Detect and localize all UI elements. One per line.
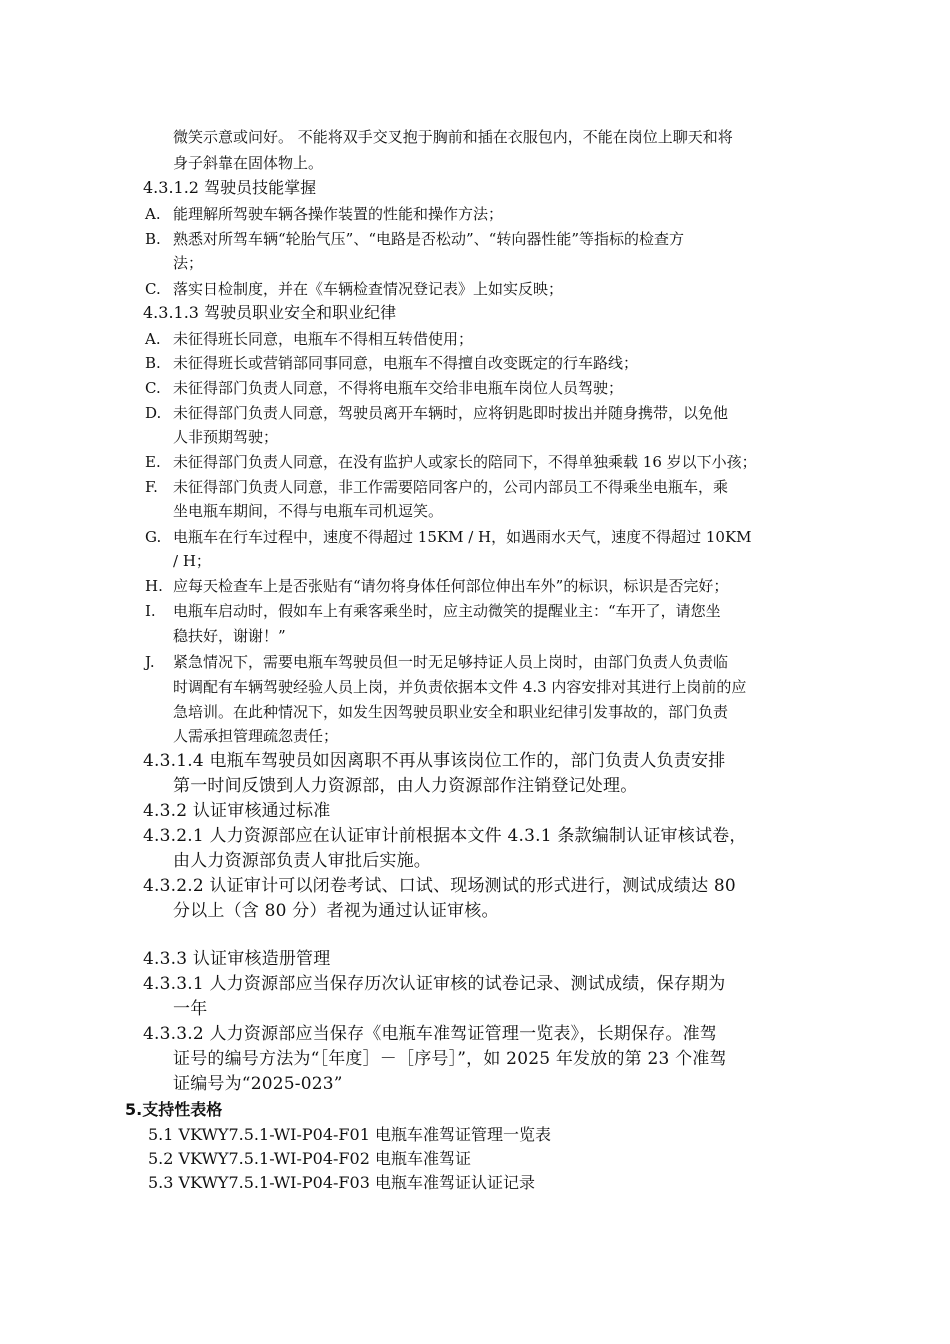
form-list-item: 5.1 VKWY7.5.1-WI-P04-F01 电瓶车准驾证管理一览表 (148, 1125, 551, 1144)
list-item-text: 熟悉对所驾车辆“轮胎气压”、“电路是否松动”、“转向器性能”等指标的检查方 (173, 230, 685, 248)
section-heading-433: 4.3.3 认证审核造册管理 (143, 949, 331, 969)
section-heading-5: 5.支持性表格 (125, 1100, 223, 1119)
form-list-item: 5.3 VKWY7.5.1-WI-P04-F03 电瓶车准驾证认证记录 (148, 1173, 535, 1192)
paragraph-4332-line-1: 4.3.3.2 人力资源部应当保存《电瓶车准驾证管理一览表》，长期保存。准驾 (143, 1024, 717, 1044)
list-item-text: 应每天检查车上是否张贴有“请勿将身体任何部位伸出车外”的标识，标识是否完好； (173, 577, 729, 595)
list-marker: I. (145, 602, 156, 620)
paragraph-4332-line-2: 证号的编号方法为“［年度］－［序号］”，如 2025 年发放的第 23 个准驾 (173, 1049, 727, 1069)
list-item-text: 未征得部门负责人同意，不得将电瓶车交给非电瓶车岗位人员驾驶； (173, 379, 624, 397)
list-item-text: 紧急情况下，需要电瓶车驾驶员但一时无足够持证人员上岗时，由部门负责人负责临 (173, 653, 729, 671)
paragraph-4322-line-1: 4.3.2.2 认证审计可以闭卷考试、口试、现场测试的形式进行，测试成绩达 80 (143, 876, 736, 896)
list-item-text: 人需承担管理疏忽责任； (173, 727, 339, 745)
list-marker: J. (145, 653, 155, 671)
paragraph-4331-line-1: 4.3.3.1 人力资源部应当保存历次认证审核的试卷记录、测试成绩，保存期为 (143, 974, 726, 994)
paragraph-4314-line-2: 第一时间反馈到人力资源部，由人力资源部作注销登记处理。 (173, 776, 638, 796)
list-item-text: 电瓶车启动时，假如车上有乘客乘坐时，应主动微笑的提醒业主：“车开了，请您坐 (173, 602, 721, 620)
intro-line-2: 身子斜靠在固体物上。 (173, 154, 324, 172)
list-marker: C. (145, 379, 161, 397)
list-item-text: 落实日检制度，并在《车辆检查情况登记表》上如实反映； (173, 280, 564, 298)
paragraph-4314-line-1: 4.3.1.4 电瓶车驾驶员如因离职不再从事该岗位工作的，部门负责人负责安排 (143, 751, 726, 771)
section-heading-432: 4.3.2 认证审核通过标准 (143, 801, 331, 821)
list-marker: B. (145, 230, 161, 248)
list-marker: H. (145, 577, 163, 595)
list-marker: B. (145, 354, 161, 372)
list-marker: D. (145, 404, 162, 422)
intro-line-1: 微笑示意或问好。 不能将双手交叉抱于胸前和插在衣服包内，不能在岗位上聊天和将 (173, 128, 733, 146)
list-marker: F. (145, 478, 158, 496)
list-item-text: / H； (173, 552, 211, 570)
section-heading-4312: 4.3.1.2 驾驶员技能掌握 (143, 178, 317, 197)
section-heading-4313: 4.3.1.3 驾驶员职业安全和职业纪律 (143, 303, 397, 322)
list-item-text: 未征得部门负责人同意，非工作需要陪同客户的，公司内部员工不得乘坐电瓶车，乘 (173, 478, 729, 496)
list-item-text: 未征得部门负责人同意，驾驶员离开车辆时，应将钥匙即时拔出并随身携带，以免他 (173, 404, 729, 422)
list-item-text: 人非预期驾驶； (173, 428, 279, 446)
list-item-text: 坐电瓶车期间，不得与电瓶车司机逗笑。 (173, 502, 444, 520)
list-item-text: 未征得班长同意，电瓶车不得相互转借使用； (173, 330, 474, 348)
paragraph-4331-line-2: 一年 (173, 999, 208, 1019)
paragraph-4321-line-1: 4.3.2.1 人力资源部应在认证审计前根据本文件 4.3.1 条款编制认证审核试卷， (143, 826, 747, 846)
list-marker: C. (145, 280, 161, 298)
list-marker: A. (145, 205, 161, 223)
list-marker: A. (145, 330, 161, 348)
paragraph-4321-line-2: 由人力资源部负责人审批后实施。 (173, 851, 431, 871)
list-item-text: 稳扶好，谢谢！” (173, 627, 286, 645)
list-item-text: 法； (173, 254, 204, 272)
list-marker: E. (145, 453, 161, 471)
paragraph-4332-line-3: 证编号为“2025-023” (173, 1074, 343, 1094)
list-item-text: 未征得部门负责人同意，在没有监护人或家长的陪同下，不得单独乘载 16 岁以下小孩； (173, 453, 757, 471)
paragraph-4322-line-2: 分以上（含 80 分）者视为通过认证审核。 (173, 901, 499, 921)
list-item-text: 能理解所驾驶车辆各操作装置的性能和操作方法； (173, 205, 504, 223)
list-item-text: 急培训。在此种情况下，如发生因驾驶员职业安全和职业纪律引发事故的，部门负责 (173, 703, 729, 721)
list-marker: G. (145, 528, 162, 546)
list-item-text: 时调配有车辆驾驶经验人员上岗，并负责依据本文件 4.3 内容安排对其进行上岗前的应 (173, 678, 747, 696)
form-list-item: 5.2 VKWY7.5.1-WI-P04-F02 电瓶车准驾证 (148, 1149, 471, 1168)
list-item-text: 未征得班长或营销部同事同意，电瓶车不得擅自改变既定的行车路线； (173, 354, 639, 372)
list-item-text: 电瓶车在行车过程中，速度不得超过 15KM / H，如遇雨水天气，速度不得超过 10KM (173, 528, 752, 546)
